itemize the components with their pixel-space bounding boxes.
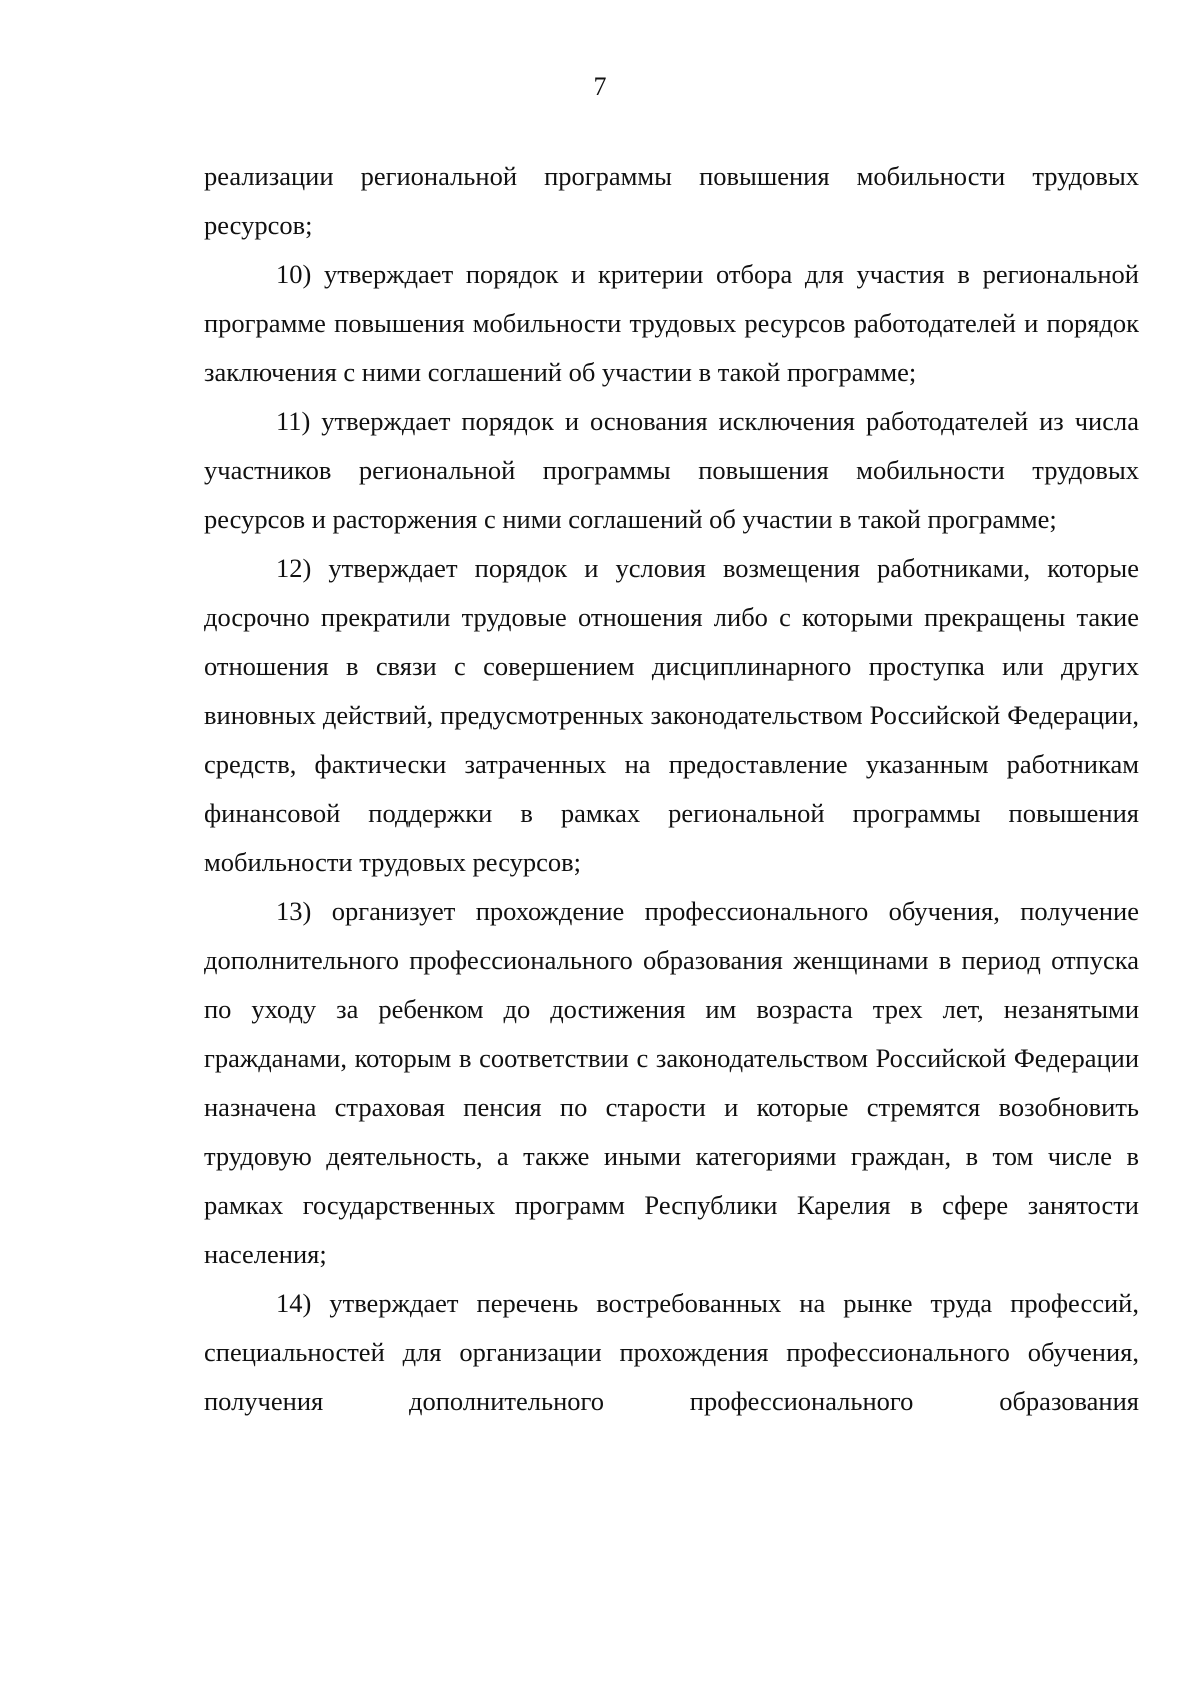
- paragraph-item-14: 14) утверждает перечень востребованных на рынке труда профессий, специальностей для организации прохождения профессионального обучения, получения дополнительного профессионального образования: [204, 1288, 1139, 1416]
- document-body: [204, 152, 1139, 1426]
- paragraph-item-11: 11) утверждает порядок и основания исключения работодателей из числа участников региональной программы повышения мобильности трудовых ресурсов и расторжения с ними соглашений об участии в такой программе;: [204, 406, 1139, 534]
- paragraph-item-13: 13) организует прохождение профессионального обучения, получение дополнительного профессионального образования женщинами в период отпуска по уходу за ребенком до достижения им возраста трех лет, незанятыми гражданами, которым в соответствии с законодательством Российской Федерации назначена страховая пенсия по старости и которые стремятся возобновить трудовую деятельность, а также иными категориями граждан, в том числе в рамках государственных программ Республики Карелия в сфере занятости населения;: [204, 896, 1139, 1269]
- page-number: 7: [593, 72, 607, 101]
- paragraph-item-12: 12) утверждает порядок и условия возмещения работниками, которые досрочно прекратили трудовые отношения либо с которыми прекращены такие отношения в связи с совершением дисциплинарного проступка или других виновных действий, предусмотренных законодательством Российской Федерации, средств, фактически затраченных на предоставление указанным работникам финансовой поддержки в рамках региональной программы повышения мобильности трудовых ресурсов;: [204, 553, 1139, 877]
- paragraph-continuation: реализации региональной программы повышения мобильности трудовых ресурсов;: [204, 161, 1139, 240]
- paragraph-item-10: 10) утверждает порядок и критерии отбора для участия в региональной программе повышения мобильности трудовых ресурсов работодателей и порядок заключения с ними соглашений об участии в такой программе;: [204, 259, 1139, 387]
